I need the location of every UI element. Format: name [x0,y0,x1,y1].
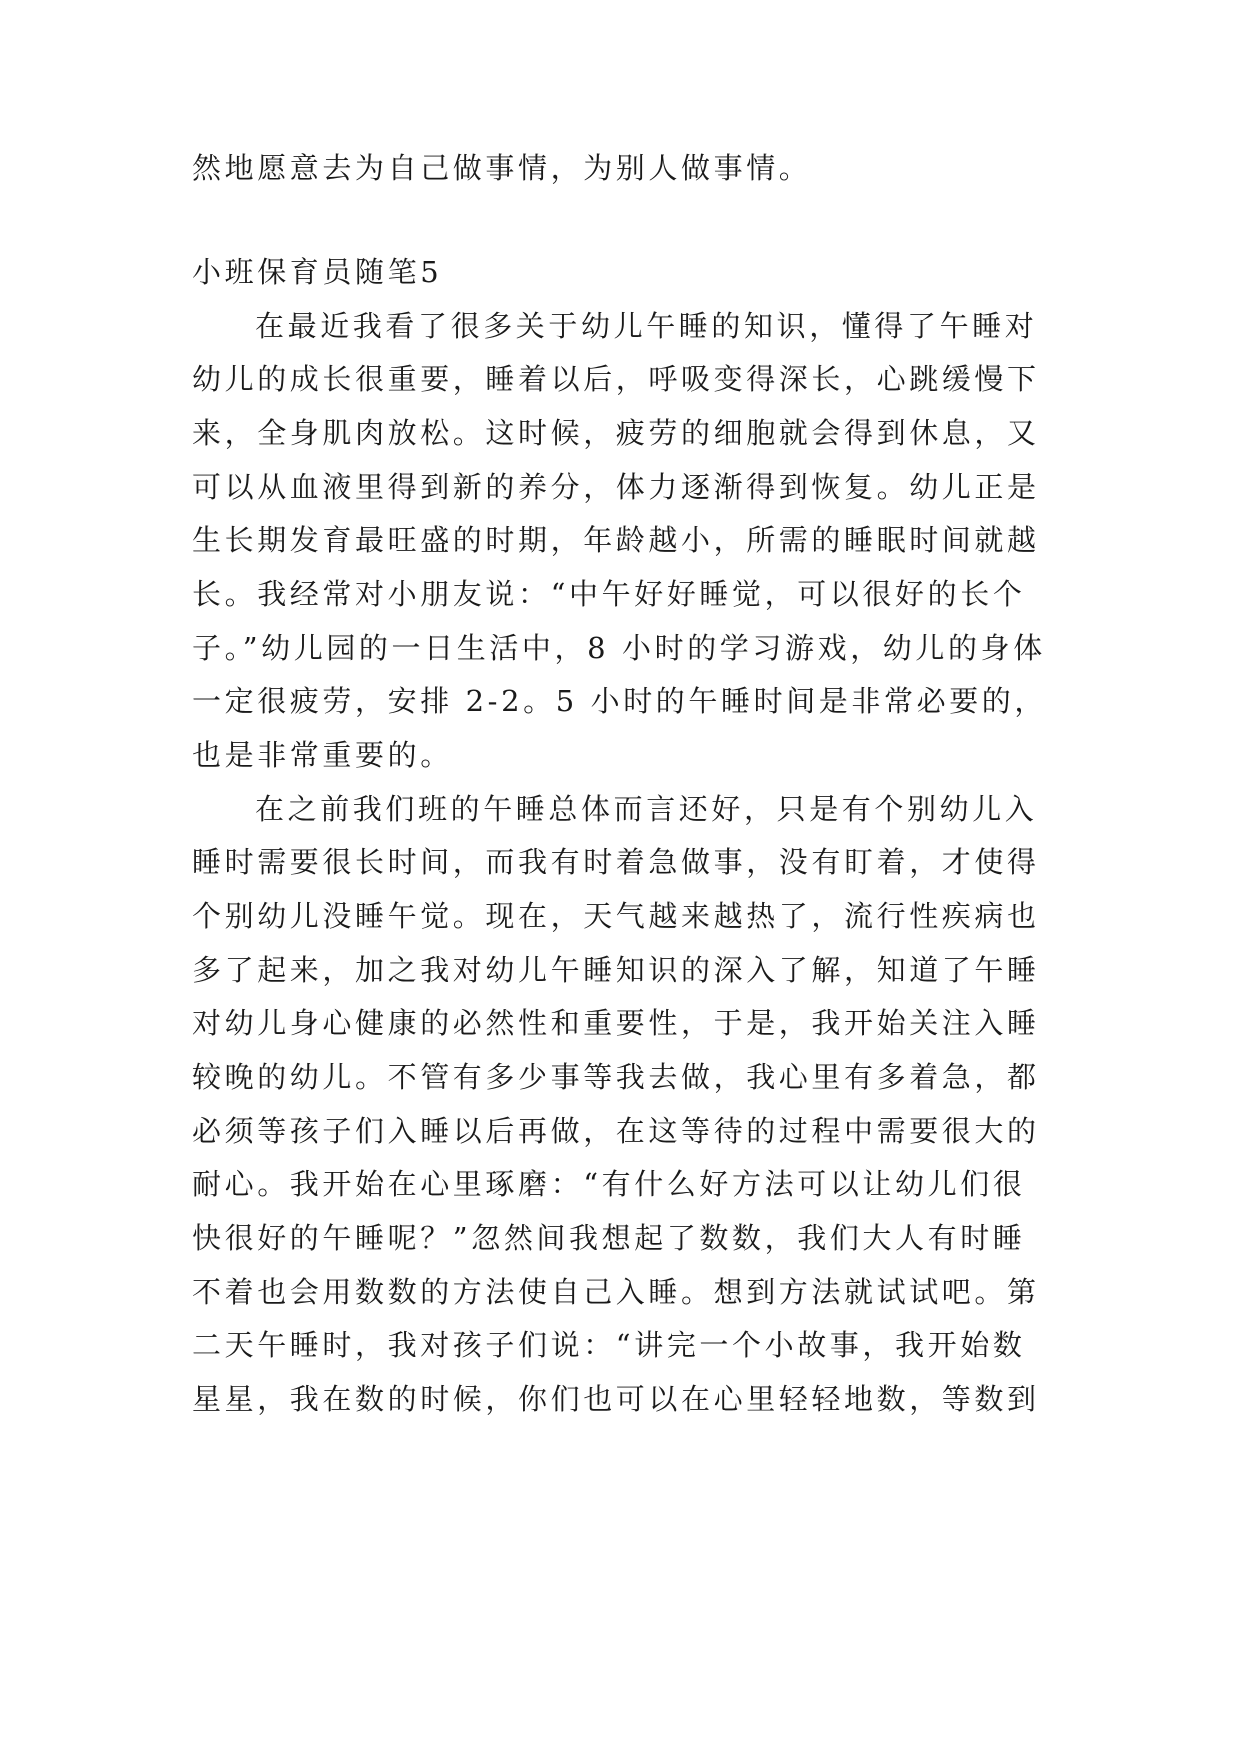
paragraph-2-line-9: 快很好的午睡呢？”忽然间我想起了数数，我们大人有时睡 [192,1221,1026,1255]
paragraph-1-line-7: 子。”幼儿园的一日生活中，8 小时的学习游戏，幼儿的身体 [192,631,1046,665]
paragraph-1-line-8: 一定很疲劳，安排 2-2。5 小时的午睡时间是非常必要的， [192,684,1047,718]
paragraph-2-line-7: 必须等孩子们入睡以后再做，在这等待的过程中需要很大的 [192,1114,1040,1148]
paragraph-1-line-4: 可以从血液里得到新的养分，体力逐渐得到恢复。幼儿正是 [192,470,1040,504]
paragraph-1-line-6: 长。我经常对小朋友说：“中午好好睡觉，可以很好的长个 [192,577,1026,611]
paragraph-2-line-4: 多了起来，加之我对幼儿午睡知识的深入了解，知道了午睡 [192,953,1040,987]
text-line-continuation: 然地愿意去为自己做事情，为别人做事情。 [192,151,812,185]
paragraph-2-line-6: 较晚的幼儿。不管有多少事等我去做，我心里有多着急，都 [192,1060,1040,1094]
paragraph-2-line-1: 在之前我们班的午睡总体而言还好，只是有个别幼儿入 [255,792,1038,826]
paragraph-2-line-11: 二天午睡时，我对孩子们说：“讲完一个小故事，我开始数 [192,1328,1026,1362]
paragraph-2-line-5: 对幼儿身心健康的必然性和重要性，于是，我开始关注入睡 [192,1006,1040,1040]
paragraph-2-line-10: 不着也会用数数的方法使自己入睡。想到方法就试试吧。第 [192,1275,1040,1309]
paragraph-2-line-3: 个别幼儿没睡午觉。现在，天气越来越热了，流行性疾病也 [192,899,1040,933]
section-heading: 小班保育员随笔5 [192,255,443,289]
paragraph-1-line-9: 也是非常重要的。 [192,738,453,772]
paragraph-2-line-2: 睡时需要很长时间，而我有时着急做事，没有盯着，才使得 [192,845,1040,879]
paragraph-2-line-8: 耐心。我开始在心里琢磨：“有什么好方法可以让幼儿们很 [192,1167,1026,1201]
paragraph-1-line-5: 生长期发育最旺盛的时期，年龄越小，所需的睡眠时间就越 [192,523,1040,557]
paragraph-1-line-3: 来，全身肌肉放松。这时候，疲劳的细胞就会得到休息，又 [192,416,1040,450]
paragraph-1-line-1: 在最近我看了很多关于幼儿午睡的知识，懂得了午睡对 [255,309,1038,343]
paragraph-1-line-2: 幼儿的成长很重要，睡着以后，呼吸变得深长，心跳缓慢下 [192,362,1040,396]
paragraph-2-line-12: 星星，我在数的时候，你们也可以在心里轻轻地数，等数到 [192,1382,1040,1416]
